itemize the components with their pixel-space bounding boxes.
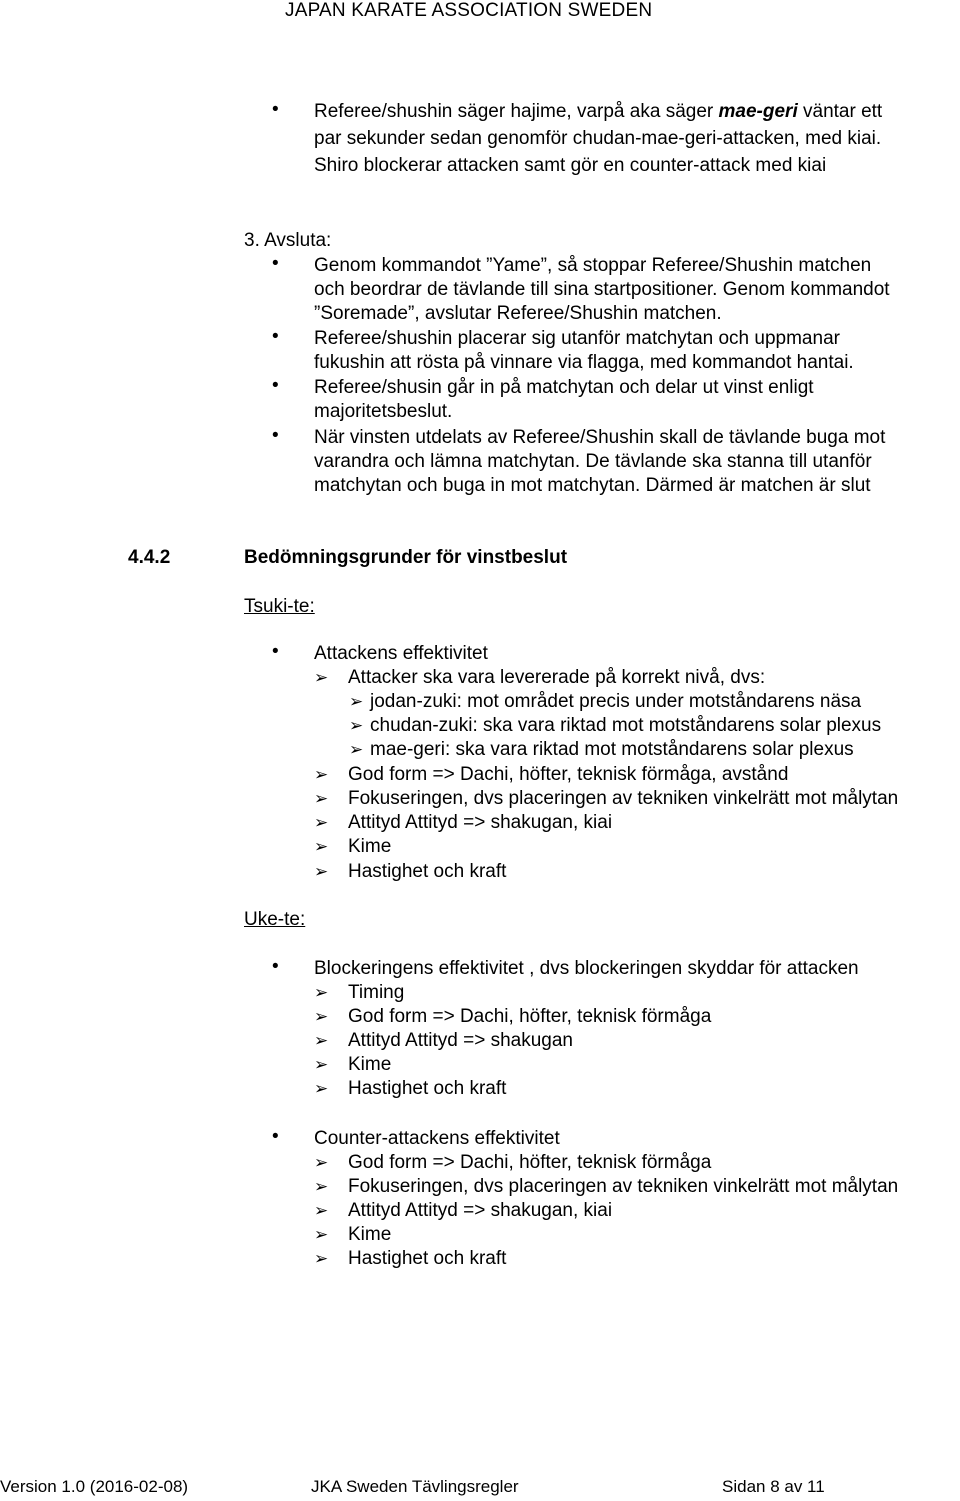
bullet-icon: • [272, 425, 279, 446]
arrow-icon: ➢ [314, 765, 329, 784]
tsuki-item: Fokuseringen, dvs placeringen av tekniken vinkelrätt mot målytan [348, 788, 899, 809]
uke-item: God form => Dachi, höfter, teknisk förmåga [348, 1006, 712, 1027]
arrow-icon: ➢ [314, 837, 329, 856]
bullet-icon: • [272, 99, 279, 120]
arrow-icon: ➢ [314, 1055, 329, 1074]
counter-bullet: Counter-attackens effektivitet [314, 1128, 560, 1149]
tsuki-subitem: jodan-zuki: mot området precis under motståndarens näsa [370, 691, 862, 712]
avsluta-b4-line: matchytan och buga in mot matchytan. Därmed är matchen är slut [314, 475, 871, 496]
avsluta-b3-line: Referee/shusin går in på matchytan och delar ut vinst enligt [314, 377, 814, 398]
arrow-icon: ➢ [314, 1031, 329, 1050]
arrow-icon: ➢ [314, 1249, 329, 1268]
section-number: 4.4.2 [128, 547, 171, 568]
arrow-icon: ➢ [349, 716, 364, 735]
avsluta-b2-line: Referee/shushin placerar sig utanför matchytan och uppmanar [314, 328, 840, 349]
tsuki-subitem: chudan-zuki: ska vara riktad mot motståndarens solar plexus [370, 715, 882, 736]
avsluta-b3-line: majoritetsbeslut. [314, 401, 453, 422]
counter-item: God form => Dachi, höfter, teknisk förmåga [348, 1152, 712, 1173]
avsluta-b1-line: ”Soremade”, avslutar Referee/Shushin matchen. [314, 303, 722, 324]
arrow-icon: ➢ [314, 1225, 329, 1244]
header-title: JAPAN KARATE ASSOCIATION SWEDEN [285, 0, 653, 21]
avsluta-b1-line: och beordrar de tävlande till sina startpositioner. Genom kommandot [314, 279, 890, 300]
avsluta-b4-line: varandra och lämna matchytan. De tävlande ska stanna till utanför [314, 451, 872, 472]
tsuki-item: Attacker ska vara levererade på korrekt nivå, dvs: [348, 667, 766, 688]
uke-item: Attityd Attityd => shakugan [348, 1030, 573, 1051]
arrow-icon: ➢ [349, 740, 364, 759]
avsluta-b2-line: fukushin att rösta på vinnare via flagga, med kommandot hantai. [314, 352, 854, 373]
uke-bullet: Blockeringens effektivitet , dvs blockeringen skyddar för attacken [314, 958, 859, 979]
counter-item: Hastighet och kraft [348, 1248, 507, 1269]
tsuki-subitem: mae-geri: ska vara riktad mot motståndarens solar plexus [370, 739, 854, 760]
arrow-icon: ➢ [314, 668, 329, 687]
uke-label: Uke-te: [244, 909, 306, 930]
arrow-icon: ➢ [314, 983, 329, 1002]
bullet-icon: • [272, 956, 279, 977]
bullet-icon: • [272, 375, 279, 396]
bullet-icon: • [272, 1126, 279, 1147]
section-title: Bedömningsgrunder för vinstbeslut [244, 547, 568, 568]
tsuki-bullet: Attackens effektivitet [314, 643, 488, 664]
bullet-icon: • [272, 641, 279, 662]
arrow-icon: ➢ [314, 1079, 329, 1098]
uke-item: Hastighet och kraft [348, 1078, 507, 1099]
avsluta-heading: 3. Avsluta: [244, 230, 332, 251]
counter-item: Fokuseringen, dvs placeringen av tekniken vinkelrätt mot målytan [348, 1176, 899, 1197]
bullet-icon: • [272, 253, 279, 274]
tsuki-item: Kime [348, 836, 392, 857]
footer-doc: JKA Sweden Tävlingsregler [311, 1477, 519, 1496]
uke-item: Kime [348, 1054, 392, 1075]
bullet-icon: • [272, 326, 279, 347]
arrow-icon: ➢ [314, 862, 329, 881]
arrow-icon: ➢ [314, 1007, 329, 1026]
tsuki-label: Tsuki-te: [244, 596, 315, 617]
intro-line-3: Shiro blockerar attacken samt gör en counter-attack med kiai [314, 155, 827, 176]
arrow-icon: ➢ [349, 692, 364, 711]
counter-item: Attityd Attityd => shakugan, kiai [348, 1200, 613, 1221]
tsuki-item: Hastighet och kraft [348, 861, 507, 882]
emphasis-text: mae-geri [718, 101, 798, 122]
uke-item: Timing [348, 982, 405, 1003]
arrow-icon: ➢ [314, 1201, 329, 1220]
intro-line-1: Referee/shushin säger hajime, varpå aka säger mae-geri väntar ett [314, 101, 883, 122]
avsluta-b4-line: När vinsten utdelats av Referee/Shushin skall de tävlande buga mot [314, 427, 886, 448]
arrow-icon: ➢ [314, 1177, 329, 1196]
tsuki-item: Attityd Attityd => shakugan, kiai [348, 812, 613, 833]
arrow-icon: ➢ [314, 813, 329, 832]
footer-version: Version 1.0 (2016-02-08) [0, 1477, 189, 1496]
intro-line-2: par sekunder sedan genomför chudan-mae-geri-attacken, med kiai. [314, 128, 882, 149]
footer-page: Sidan 8 av 11 [722, 1477, 825, 1496]
avsluta-b1-line: Genom kommandot ”Yame”, så stoppar Referee/Shushin matchen [314, 255, 872, 276]
tsuki-item: God form => Dachi, höfter, teknisk förmåga, avstånd [348, 764, 789, 785]
arrow-icon: ➢ [314, 1153, 329, 1172]
arrow-icon: ➢ [314, 789, 329, 808]
counter-item: Kime [348, 1224, 392, 1245]
